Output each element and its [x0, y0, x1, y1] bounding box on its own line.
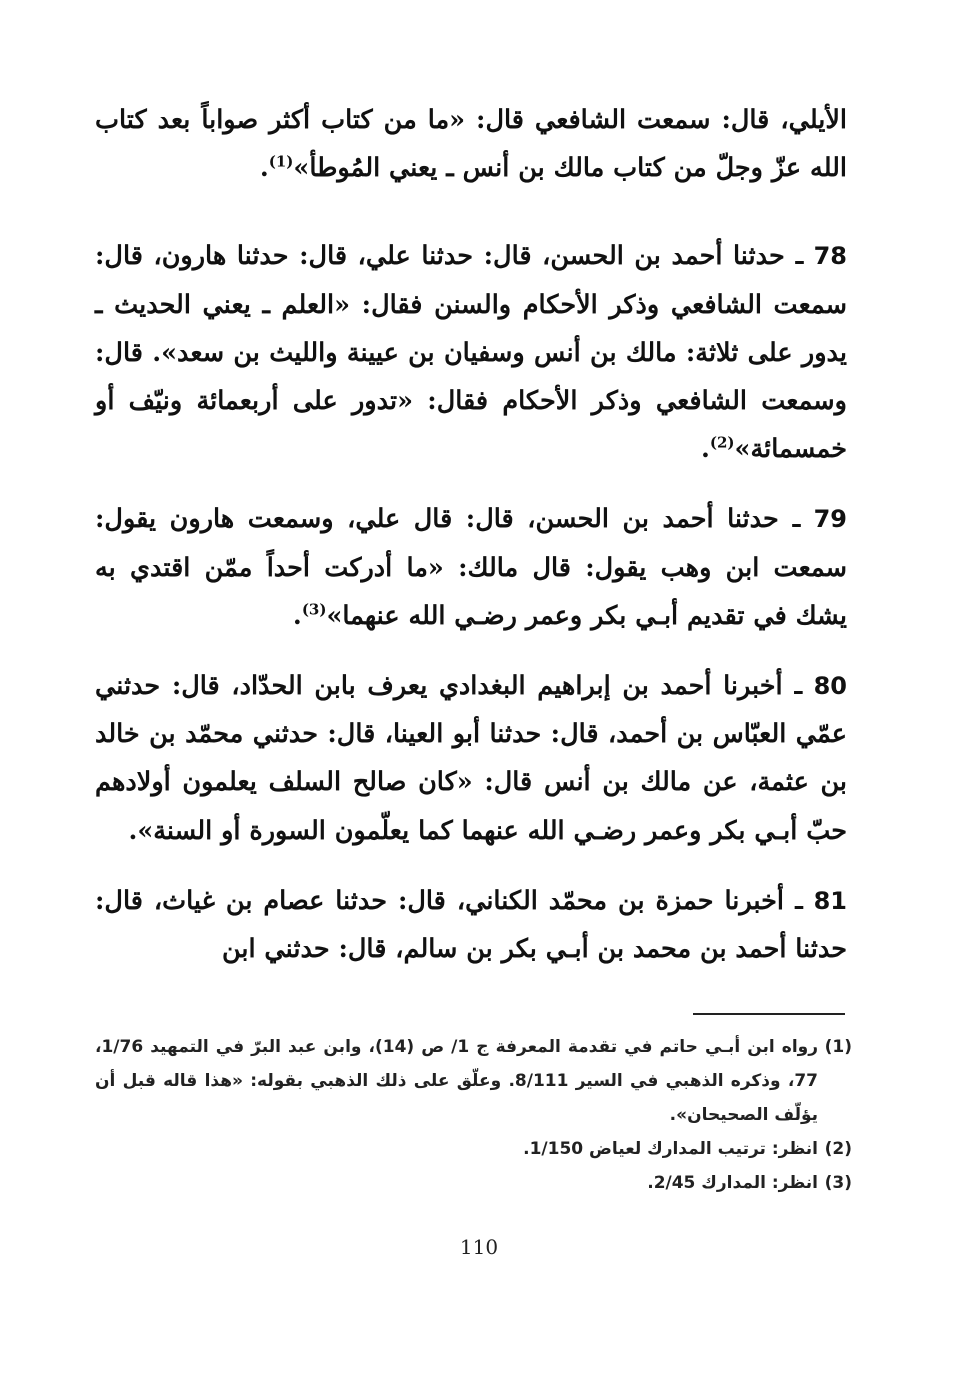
footnote-3 — [95, 1166, 852, 1200]
footnote-ref[interactable]: (2) — [709, 433, 735, 452]
hadith-number: 81 ـ — [794, 886, 847, 915]
paragraph-end: . — [292, 600, 302, 631]
footnotes — [95, 1030, 852, 1200]
paragraph-80 — [95, 662, 847, 855]
footnote-2 — [95, 1132, 852, 1166]
footnote-mark: (2) — [824, 1139, 852, 1159]
footnote-mark: (3) — [824, 1173, 852, 1193]
paragraph-text: أحمد بن الحسن، قال: قال علي، وسمعت هارون يقول: سمعت ابن وهب يقول: قال مالك: «ما أدركت أحداً ممّن اقتدي به يشك في تقديم أبـي بكر وعمر رضـي الله عنهما» — [95, 504, 847, 631]
paragraph-lead: أخبرنا — [724, 885, 784, 916]
paragraph-lead: أخبرنا — [723, 671, 783, 702]
paragraph-77-continuation — [95, 96, 847, 192]
paragraph-81 — [95, 877, 847, 973]
footnote-separator — [693, 1013, 845, 1015]
page-number: 110 — [459, 1235, 499, 1259]
footnote-text: انظر: ترتيب المدارك لعياض 1/150. — [523, 1139, 818, 1159]
hadith-number: 78 ـ — [795, 242, 847, 271]
paragraph-end: . — [700, 434, 710, 465]
main-text — [95, 96, 847, 995]
footnote-text: رواه ابن أبـي حاتم في تقدمة المعرفة ج 1/ ص (14)، وابن عبد البرّ في التمهيد 1/76، 77، وذكره الذهبي في السير 8/111. وعلّق على ذلك الذهبي بقوله: «هذا قاله قبل أن يؤلّف الصحيحان». — [95, 1037, 818, 1125]
paragraph-lead: حدثنا — [727, 504, 779, 535]
hadith-number: 79 ـ — [792, 505, 847, 534]
hadith-number: 80 ـ — [794, 672, 847, 701]
footnote-mark: (1) — [824, 1037, 852, 1057]
paragraph-78 — [95, 232, 847, 473]
paragraph-text: أحمد بن الحسن، قال: حدثنا علي، قال: حدثنا هارون، قال: سمعت الشافعي وذكر الأحكام والسنن فقال: «العلم ـ يعني الحديث ـ يدور على ثلاثة: مالك بن أنس وسفيان بن عيينة والليث بن سعد». قال: وسمعت الشافعي وذكر الأحكام فقال: «تدور على أربعمائة ونيّف أو خمسمائة» — [95, 241, 847, 465]
paragraph-end: . — [259, 153, 269, 184]
footnote-ref[interactable]: (3) — [301, 600, 327, 619]
footnote-text: انظر: المدارك 2/45. — [647, 1173, 818, 1193]
paragraph-text: حمزة بن محمّد الكناني، قال: حدثنا عصام بن غياث، قال: حدثنا أحمد بن محمد بن أبـي بكر بن سالم، قال: حدثني ابن — [95, 885, 847, 965]
paragraph-79 — [95, 495, 847, 640]
paragraph-text: الأيلي، قال: سمعت الشافعي قال: «ما من كتاب أكثر صواباً بعد كتاب الله عزّ وجلّ من كتاب مالك بن أنس ـ يعني المُوطأ» — [95, 105, 847, 184]
footnote-1 — [95, 1030, 852, 1132]
paragraph-text: أحمد بن إبراهيم البغدادي يعرف بابن الحدّاد، قال: حدثني عمّي العبّاس بن أحمد، قال: حدثنا أبو العينا، قال: حدثني محمّد بن خالد بن عثمة، عن مالك بن أنس قال: «كان صالح السلف يعلمون أولادهم حبّ أبـي بكر وعمر رضـي الله عنهما كما يعلّمون السورة أو السنة». — [95, 671, 847, 846]
footnote-ref[interactable]: (1) — [268, 152, 294, 171]
paragraph-lead: حدثنا — [733, 241, 785, 272]
